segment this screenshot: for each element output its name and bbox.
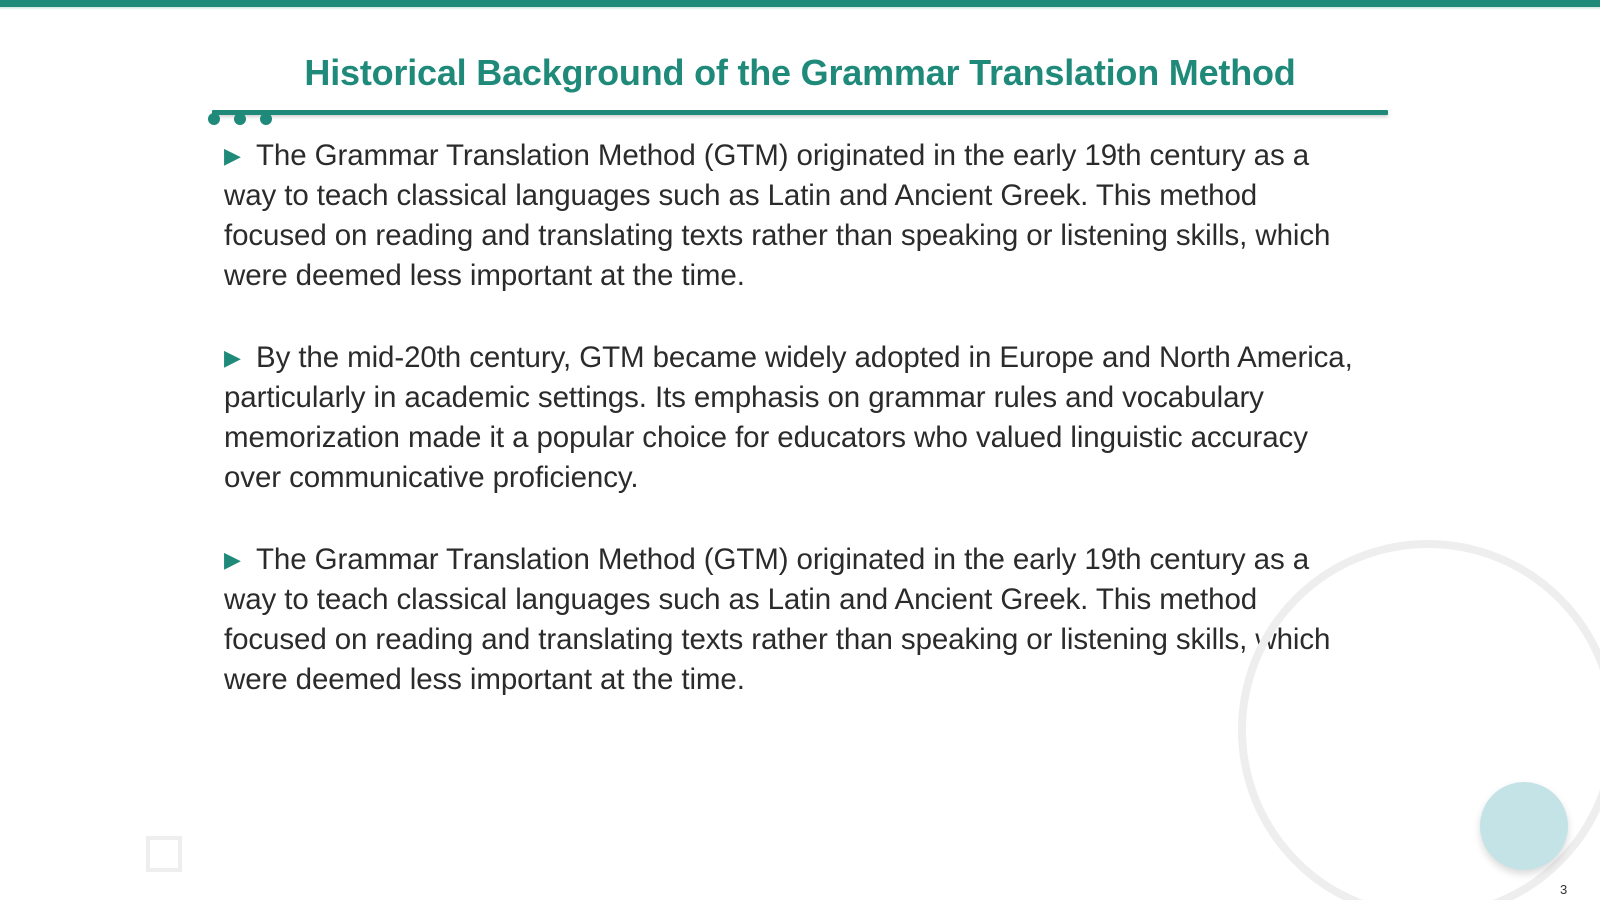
title-underline	[212, 110, 1388, 115]
triangle-bullet-icon: ▶	[224, 143, 241, 168]
decorative-circle	[1480, 782, 1568, 870]
decorative-dot-3	[260, 113, 272, 125]
bullet-list	[224, 136, 1364, 742]
bullet-text-1: The Grammar Translation Method (GTM) originated in the early 19th century as a way to teach classical languages such as Latin and Ancient Greek. This method focused on reading and translating texts rather than speaking or listening skills, which were deemed less important at the time.	[224, 139, 1331, 292]
bullet-text-3: The Grammar Translation Method (GTM) originated in the early 19th century as a way to teach classical languages such as Latin and Ancient Greek. This method focused on reading and translating texts rather than speaking or listening skills, which were deemed less important at the time.	[224, 543, 1331, 696]
bullet-text-2: By the mid-20th century, GTM became widely adopted in Europe and North America, particularly in academic settings. Its emphasis on grammar rules and vocabulary memorization made it a popular choice for educators who valued linguistic accuracy over communicative proficiency.	[224, 341, 1353, 494]
decorative-square	[146, 836, 182, 872]
page-number: 3	[1560, 882, 1568, 897]
slide-title: Historical Background of the Grammar Translation Method	[304, 52, 1296, 93]
bullet-item-2	[224, 338, 1364, 498]
triangle-bullet-icon: ▶	[224, 345, 241, 370]
top-bar-shadow	[0, 7, 1600, 10]
bullet-item-1	[224, 136, 1364, 296]
bullet-item-3	[224, 540, 1364, 700]
decorative-dot-1	[208, 113, 220, 125]
triangle-bullet-icon: ▶	[224, 547, 241, 572]
top-accent-bar	[0, 0, 1600, 7]
decorative-dot-2	[234, 113, 246, 125]
